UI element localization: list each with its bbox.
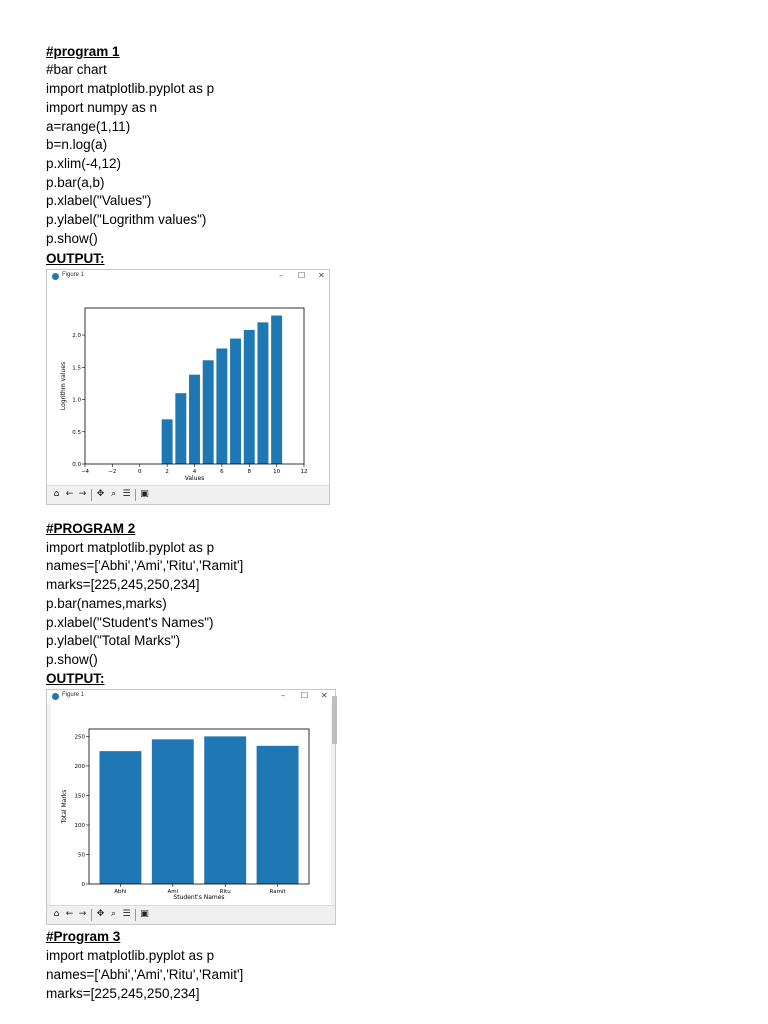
x-tick-label: Ami bbox=[167, 889, 179, 895]
bar bbox=[203, 360, 214, 464]
close-button[interactable]: ✕ bbox=[321, 691, 328, 700]
code-line: names=['Abhi','Ami','Ritu','Ramit'] bbox=[46, 967, 244, 982]
toolbar-separator bbox=[91, 909, 92, 921]
bar bbox=[216, 348, 227, 464]
code-line: import matplotlib.pyplot as p bbox=[46, 81, 215, 96]
window-titlebar bbox=[47, 690, 335, 704]
bar bbox=[257, 746, 299, 884]
maximize-button[interactable]: ☐ bbox=[298, 271, 306, 280]
x-tick-label: 4 bbox=[192, 469, 197, 475]
x-tick-label: Ritu bbox=[219, 889, 231, 895]
bar bbox=[189, 375, 200, 464]
y-tick-label: 150 bbox=[74, 793, 85, 800]
pan-icon[interactable]: ✥ bbox=[96, 909, 105, 919]
save-icon[interactable]: ▣ bbox=[140, 909, 149, 919]
save-icon[interactable]: ▣ bbox=[140, 489, 149, 499]
code-line: marks=[225,245,250,234] bbox=[46, 986, 200, 1001]
bar bbox=[162, 419, 173, 464]
figure-window-1 bbox=[46, 269, 330, 505]
code-line: p.xlim(-4,12) bbox=[46, 156, 122, 171]
forward-icon[interactable]: → bbox=[78, 489, 87, 499]
home-icon[interactable]: ⌂ bbox=[53, 489, 60, 499]
maximize-button[interactable]: ☐ bbox=[301, 691, 309, 700]
x-tick-label: Ramit bbox=[269, 889, 286, 895]
pan-icon[interactable]: ✥ bbox=[96, 489, 105, 499]
output-label: OUTPUT: bbox=[46, 251, 105, 266]
y-tick-label: 100 bbox=[74, 822, 85, 829]
x-tick-label: 0 bbox=[138, 469, 142, 475]
code-line: import numpy as n bbox=[46, 100, 158, 115]
zoom-icon[interactable]: ⌕ bbox=[110, 909, 117, 919]
window-title: Figure 1 bbox=[62, 272, 85, 278]
zoom-icon[interactable]: ⌕ bbox=[110, 489, 117, 499]
code-line: p.bar(a,b) bbox=[46, 175, 105, 190]
y-axis-label: Logrithm values bbox=[60, 361, 67, 411]
x-tick-label: −2 bbox=[108, 469, 117, 475]
y-tick-label: 0.5 bbox=[72, 429, 81, 436]
matplotlib-icon bbox=[52, 693, 59, 700]
bar bbox=[230, 339, 241, 464]
code-line: p.ylabel("Logrithm values") bbox=[46, 212, 207, 227]
x-tick-label: −4 bbox=[80, 469, 90, 475]
toolbar-separator bbox=[91, 489, 92, 501]
figure-toolbar bbox=[47, 905, 335, 924]
back-icon[interactable]: ← bbox=[65, 489, 74, 499]
code-line: p.show() bbox=[46, 652, 98, 667]
code-line: a=range(1,11) bbox=[46, 119, 131, 134]
x-tick-label: 12 bbox=[300, 469, 308, 475]
matplotlib-icon bbox=[52, 273, 59, 280]
window-titlebar bbox=[47, 270, 329, 284]
program1-heading: #program 1 bbox=[46, 44, 120, 59]
code-line: p.bar(names,marks) bbox=[46, 596, 167, 611]
bar-chart-1 bbox=[47, 284, 329, 486]
y-tick-label: 1.5 bbox=[72, 365, 81, 372]
code-line: import matplotlib.pyplot as p bbox=[46, 540, 215, 555]
minimize-button[interactable]: – bbox=[281, 691, 285, 700]
bar bbox=[271, 316, 282, 464]
y-tick-label: 0 bbox=[81, 882, 85, 888]
code-line: b=n.log(a) bbox=[46, 137, 108, 152]
code-line: #bar chart bbox=[46, 62, 107, 77]
home-icon[interactable]: ⌂ bbox=[53, 909, 60, 919]
bar bbox=[244, 330, 255, 464]
close-button[interactable]: ✕ bbox=[318, 271, 325, 280]
y-tick-label: 250 bbox=[74, 734, 85, 741]
figure-canvas bbox=[47, 284, 329, 486]
x-tick-label: 2 bbox=[165, 469, 169, 475]
x-axis-label: Values bbox=[184, 475, 205, 482]
code-line: names=['Abhi','Ami','Ritu','Ramit'] bbox=[46, 558, 244, 573]
bar bbox=[152, 739, 194, 884]
y-tick-label: 0.0 bbox=[72, 462, 81, 468]
y-tick-label: 50 bbox=[78, 852, 85, 859]
code-line: p.show() bbox=[46, 231, 98, 246]
bar bbox=[175, 393, 186, 464]
y-tick-label: 2.0 bbox=[72, 333, 81, 340]
back-icon[interactable]: ← bbox=[65, 909, 74, 919]
window-title: Figure 1 bbox=[62, 692, 85, 698]
x-tick-label: 6 bbox=[220, 469, 224, 475]
forward-icon[interactable]: → bbox=[78, 909, 87, 919]
code-line: p.xlabel("Values") bbox=[46, 193, 152, 208]
configure-icon[interactable]: ☰ bbox=[122, 909, 131, 919]
minimize-button[interactable]: – bbox=[279, 271, 283, 280]
program2-heading: #PROGRAM 2 bbox=[46, 521, 136, 536]
code-line: import matplotlib.pyplot as p bbox=[46, 948, 215, 963]
scrollbar-thumb[interactable] bbox=[332, 696, 337, 744]
y-tick-label: 1.0 bbox=[72, 397, 81, 404]
x-tick-label: Abhi bbox=[114, 889, 127, 895]
program3-heading: #Program 3 bbox=[46, 929, 121, 944]
x-tick-label: 10 bbox=[273, 469, 281, 475]
figure-canvas bbox=[51, 704, 331, 906]
code-line: marks=[225,245,250,234] bbox=[46, 577, 200, 592]
x-axis-label: Student's Names bbox=[173, 894, 225, 901]
y-axis-label: Total Marks bbox=[61, 789, 68, 824]
code-line: p.xlabel("Student's Names") bbox=[46, 615, 214, 630]
toolbar-separator bbox=[135, 909, 136, 921]
configure-icon[interactable]: ☰ bbox=[122, 489, 131, 499]
figure-toolbar bbox=[47, 485, 329, 504]
bar-chart-2 bbox=[51, 704, 331, 906]
x-tick-label: 8 bbox=[247, 469, 251, 475]
code-line: p.ylabel("Total Marks") bbox=[46, 633, 181, 648]
toolbar-separator bbox=[135, 489, 136, 501]
output-label: OUTPUT: bbox=[46, 671, 105, 686]
bar bbox=[257, 322, 268, 464]
bar bbox=[99, 751, 141, 884]
y-tick-label: 200 bbox=[74, 763, 85, 770]
figure-window-2 bbox=[46, 689, 336, 925]
bar bbox=[204, 736, 246, 884]
